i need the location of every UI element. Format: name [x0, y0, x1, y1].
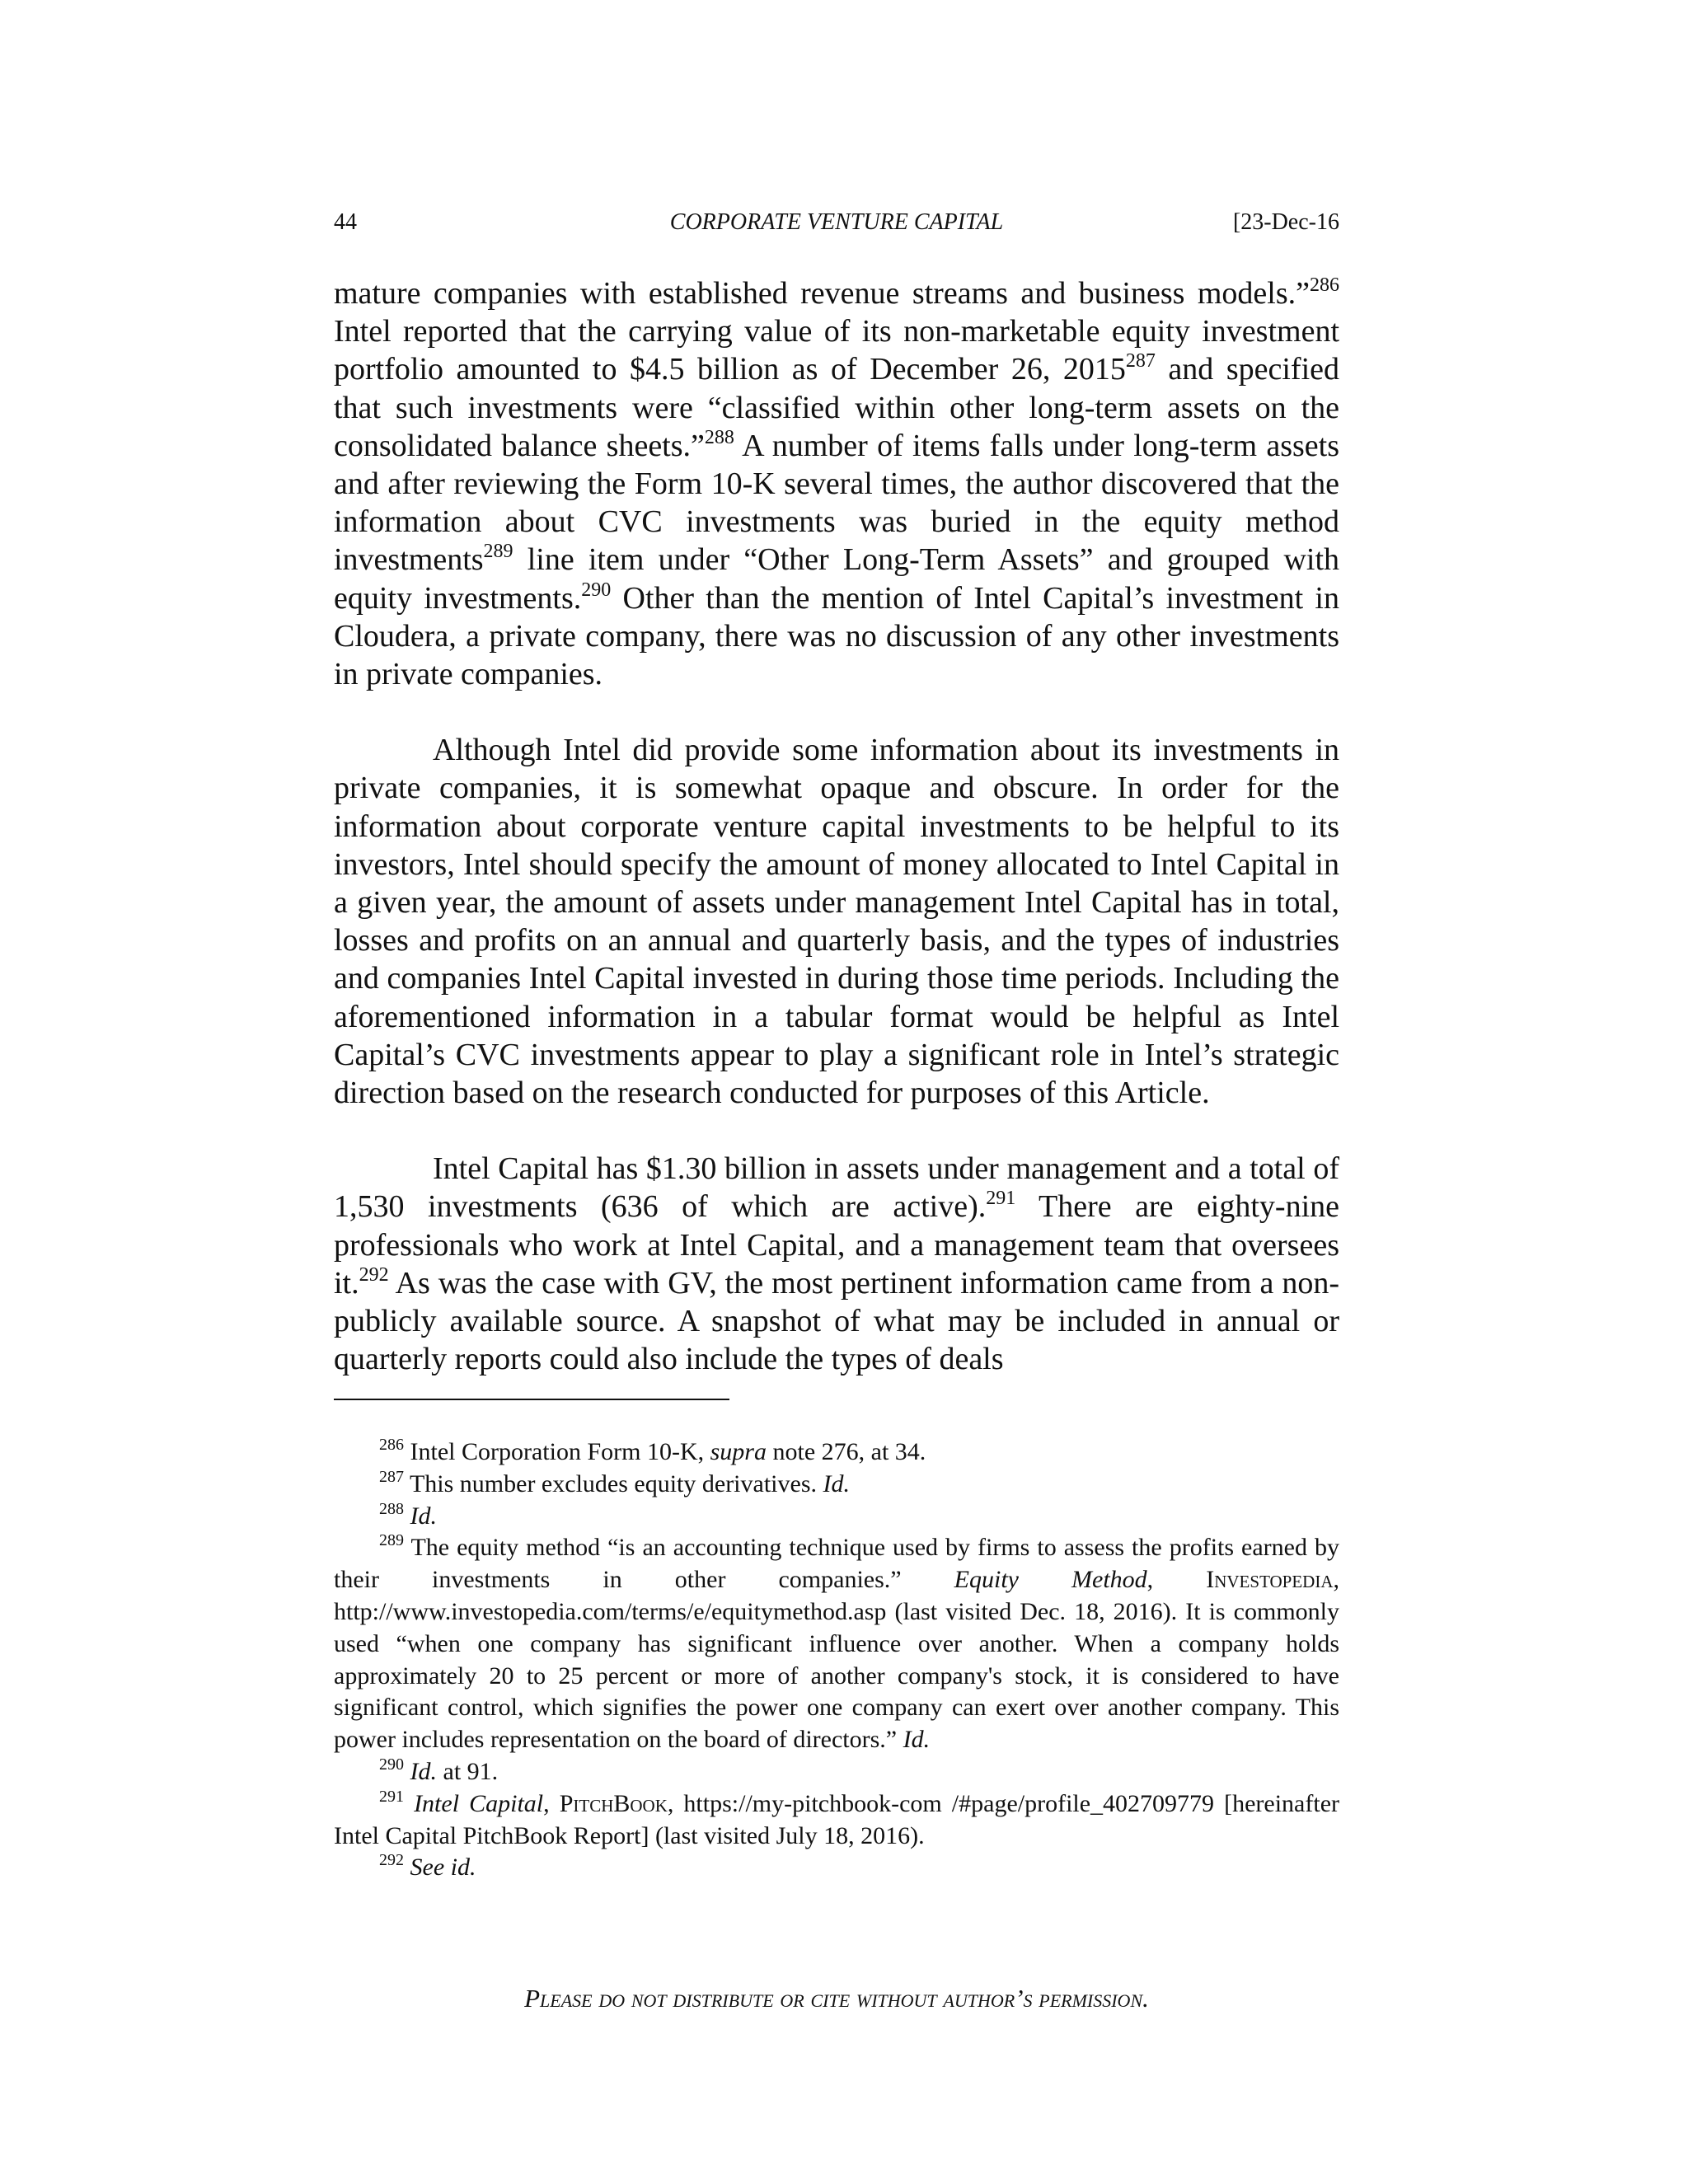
paragraph-1: mature companies with established revenue streams and business models.”$^{286}$ Intel reported that the carrying value of its non-marketable equity investment portfolio amounted to $4.5 billion as of December 26, 2015$^{287}$ and specified that such investments were “classified within other long-term assets on the consolidated balance sheets.”$^{288}$ A number of items falls under long-term assets and after reviewing the Form 10-K several times, the author discovered that the information about CVC investments was buried in the equity method investments$^{289}$ line item under “Other Long-Term Assets” and grouped with equity investments.$^{290}$ Other than the mention of Intel Capital’s investment in Cloudera, a private company, there was no discussion of any other investments in private companies.: [334, 274, 1339, 692]
footnote-287: $^{287}$ This number excludes equity derivatives. Id.: [379, 1467, 850, 1497]
paragraph-3: Intel Capital has $1.30 billion in assets under management and a total of 1,530 investments (636 of which are active).$^{291}$ There are eighty-nine professionals who work at Intel Capital, and a management team that oversees it.$^{292}$ As was the case with GV, the most pertinent information came from a non-publicly available source. A snapshot of what may be included in annual or quarterly reports could also include the types of deals: [334, 1151, 1339, 1377]
page-number: 44: [334, 209, 357, 235]
page-header: [334, 206, 1339, 239]
footnote-291: $^{291}$ Intel Capital, PitchBook, https://my-pitchbook-com /#page/profile_402709779 [hereinafter Intel Capital PitchBook Report] (last visited July 18, 2016).: [334, 1787, 1340, 1849]
footnote-ref-292[interactable]: 292: [359, 1263, 389, 1286]
running-title: CORPORATE VENTURE CAPITAL: [669, 209, 1004, 235]
footnote-292: $^{292}$ See id.: [379, 1851, 476, 1882]
distribution-notice: Please do not distribute or cite without author’s permission.: [524, 1984, 1149, 2013]
footnote-290: $^{290}$ Id. at 91.: [379, 1755, 499, 1785]
header-date: [23-Dec-16: [1232, 209, 1339, 235]
footnote-286: $^{286}$ Intel Corporation Form 10-K, supra note 276, at 34.: [379, 1436, 926, 1465]
footnotes: [334, 1436, 1339, 1884]
body-text: [334, 274, 1339, 1378]
footnote-ref-290[interactable]: 290: [581, 579, 612, 601]
footnote-ref-288[interactable]: 288: [704, 426, 734, 448]
footnote-separator: [334, 1399, 729, 1400]
footnote-ref-289[interactable]: 289: [483, 541, 513, 563]
footnote-288: $^{288}$ Id.: [379, 1499, 437, 1530]
footnote-289: $^{289}$ The equity method “is an accounting technique used by firms to assess the profits earned by their investments in other companies.” Equity Method, Investopedia, http://www.investopedia.com/terms/e/equitymethod.asp (last visited Dec. 18, 2016). It is commonly used “when one company has significant influence over another. When a company holds approximately 20 to 25 percent or more of another company's stock, it is considered to have significant control, which signifies the power one company can exert over another company. This power includes representation on the board of directors.” Id.: [334, 1531, 1340, 1754]
footnote-ref-287[interactable]: 287: [1125, 350, 1156, 373]
footnote-ref-286[interactable]: 286: [1310, 274, 1339, 296]
paragraph-2: Although Intel did provide some information about its investments in private companies, it is somewhat opaque and obscure. In order for the information about corporate venture capital investments to be helpful to its investors, Intel should specify the amount of money allocated to Intel Capital in a given year, the amount of assets under management Intel Capital has in total, losses and profits on an annual and quarterly basis, and the types of industries and companies Intel Capital invested in during those time periods. Including the aforementioned information in a tabular format would be helpful as Intel Capital’s CVC investments appear to play a significant role in Intel’s strategic direction based on the research conducted for purposes of this Article.: [334, 733, 1339, 1111]
footnote-ref-291[interactable]: 291: [986, 1188, 1016, 1210]
